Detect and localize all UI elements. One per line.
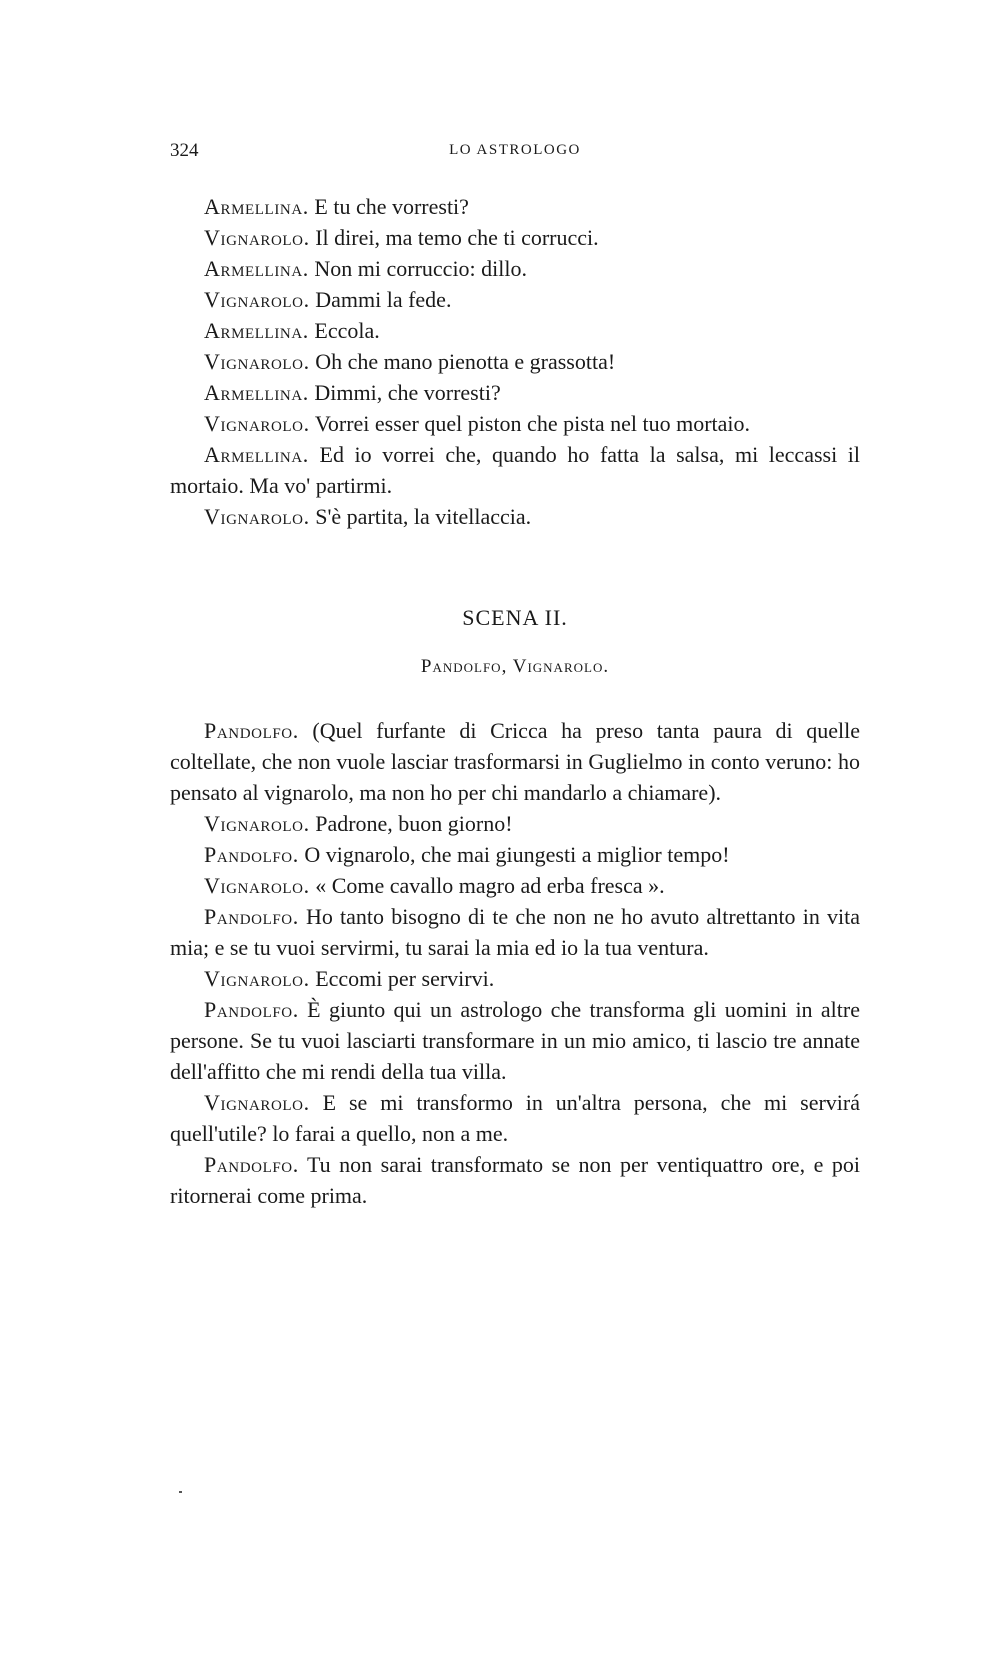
dialogue-text: Eccomi per servirvi. bbox=[315, 966, 495, 991]
speaker-name: Pandolfo. bbox=[204, 904, 299, 929]
dialogue-line bbox=[170, 377, 860, 408]
dialogue-text: Eccola. bbox=[314, 318, 380, 343]
dialogue-text: Vorrei esser quel piston che pista nel tuo mortaio. bbox=[314, 411, 751, 436]
dialogue-line bbox=[170, 901, 860, 963]
speaker-name: Armellina. bbox=[204, 256, 309, 281]
scene-characters: Pandolfo, Vignarolo. bbox=[420, 656, 610, 677]
dialogue-line bbox=[170, 808, 860, 839]
dialogue-text: E tu che vorresti? bbox=[314, 194, 469, 219]
speaker-name: Armellina. bbox=[204, 442, 309, 467]
dialogue-line bbox=[170, 222, 860, 253]
scene-one-dialogue bbox=[170, 191, 860, 532]
speaker-name: Vignarolo. bbox=[204, 287, 310, 312]
dialogue-line bbox=[170, 439, 860, 501]
page-header bbox=[170, 140, 860, 164]
dialogue-line bbox=[170, 870, 860, 901]
dialogue-text: Il direi, ma temo che ti corrucci. bbox=[315, 225, 599, 250]
scan-speck bbox=[179, 1491, 182, 1493]
speaker-name: Vignarolo. bbox=[204, 349, 310, 374]
dialogue-line bbox=[170, 315, 860, 346]
dialogue-line bbox=[170, 346, 860, 377]
dialogue-line bbox=[170, 1087, 860, 1149]
speaker-name: Armellina. bbox=[204, 318, 309, 343]
speaker-name: Pandolfo. bbox=[204, 718, 299, 743]
dialogue-line bbox=[170, 253, 860, 284]
dialogue-line bbox=[170, 408, 860, 439]
speaker-name: Vignarolo. bbox=[204, 966, 310, 991]
dialogue-line bbox=[170, 963, 860, 994]
speaker-name: Armellina. bbox=[204, 194, 309, 219]
speaker-name: Pandolfo. bbox=[204, 1152, 299, 1177]
scene-heading: SCENA II. bbox=[462, 605, 568, 630]
scene-two-dialogue bbox=[170, 715, 860, 1211]
speaker-name: Armellina. bbox=[204, 380, 309, 405]
speaker-name: Vignarolo. bbox=[204, 1090, 310, 1115]
speaker-name: Vignarolo. bbox=[204, 225, 310, 250]
running-title: LO ASTROLOGO bbox=[449, 142, 581, 158]
dialogue-line bbox=[170, 284, 860, 315]
dialogue-line bbox=[170, 839, 860, 870]
dialogue-text: « Come cavallo magro ad erba fresca ». bbox=[315, 873, 665, 898]
dialogue-text: Ed io vorrei che, quando ho fatta la salsa, mi leccassi il mortaio. Ma vo' partirmi. bbox=[170, 442, 861, 498]
dialogue-line bbox=[170, 1149, 860, 1211]
dialogue-text: E se mi transformo in un'altra persona, che mi servirá quell'utile? lo farai a quello, non a me. bbox=[170, 1090, 861, 1146]
dialogue-line bbox=[170, 994, 860, 1087]
speaker-name: Vignarolo. bbox=[204, 411, 310, 436]
page-number: 324 bbox=[170, 140, 199, 161]
dialogue-text: (Quel furfante di Cricca ha preso tanta paura di quelle coltellate, che non vuole lasciar trasformarsi in Guglielmo in conto veruno: ho pensato al vignarolo, ma non ho per chi mandarlo a chiamare). bbox=[170, 718, 861, 805]
dialogue-text: Dimmi, che vorresti? bbox=[314, 380, 501, 405]
dialogue-text: Tu non sarai transformato se non per ventiquattro ore, e poi ritornerai come prima. bbox=[170, 1152, 860, 1208]
dialogue-line bbox=[170, 191, 860, 222]
dialogue-line bbox=[170, 501, 860, 532]
dialogue-line bbox=[170, 715, 860, 808]
dialogue-text: Dammi la fede. bbox=[315, 287, 452, 312]
speaker-name: Pandolfo. bbox=[204, 842, 299, 867]
speaker-name: Vignarolo. bbox=[204, 873, 310, 898]
dialogue-text: Non mi corruccio: dillo. bbox=[314, 256, 528, 281]
speaker-name: Vignarolo. bbox=[204, 811, 310, 836]
speaker-name: Vignarolo. bbox=[204, 504, 310, 529]
dialogue-text: Padrone, buon giorno! bbox=[315, 811, 513, 836]
speaker-name: Pandolfo. bbox=[204, 997, 299, 1022]
dialogue-text: O vignarolo, che mai giungesti a miglior tempo! bbox=[304, 842, 730, 867]
dialogue-text: S'è partita, la vitellaccia. bbox=[315, 504, 532, 529]
dialogue-text: Ho tanto bisogno di te che non ne ho avuto altrettanto in vita mia; e se tu vuoi servirmi, tu sarai la mia ed io la tua ventura. bbox=[170, 904, 860, 960]
dialogue-text: Oh che mano pienotta e grassotta! bbox=[315, 349, 616, 374]
dialogue-text: È giunto qui un astrologo che transforma gli uomini in altre persone. Se tu vuoi lasciarti transformare in un mio amico, ti lascio tre annate dell'affitto che mi rendi della tua villa. bbox=[170, 997, 860, 1084]
